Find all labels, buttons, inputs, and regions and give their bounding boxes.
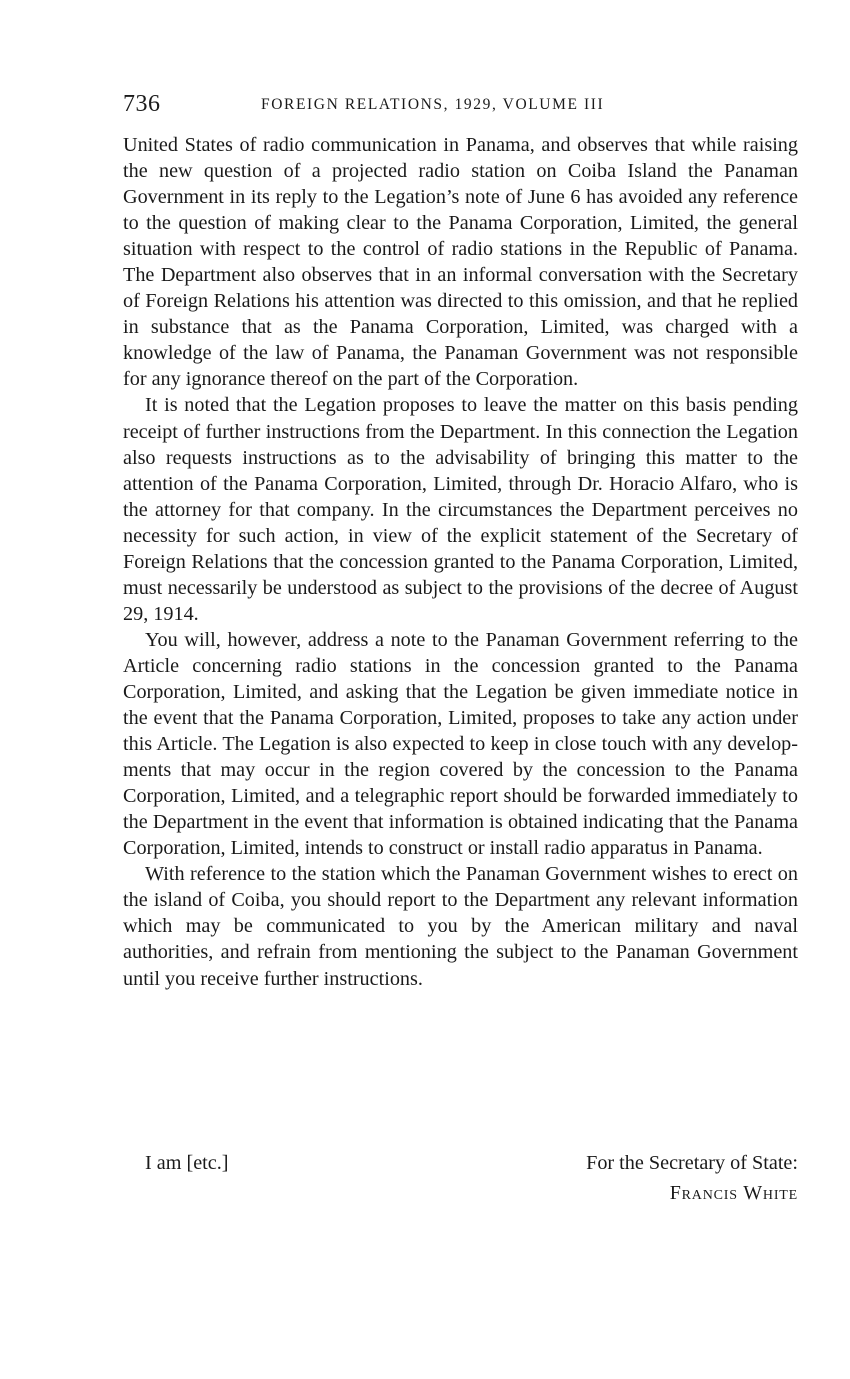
paragraph-1: United States of radio communication in Panama, and observes that while raising the new question of a projected radio station on Coiba Island the Panaman Government in its reply to the Legation’s note of June 6 has avoided any reference to the question of making clear to the Panama Corporation, Limited, the general situation with respect to the control of radio stations in the Republic of Panama. The Department also observes that in an informal conversation with the Secretary of Foreign Relations his attention was directed to this omission, and that he replied in substance that as the Panama Corporation, Limited, was charged with a knowledge of the law of Panama, the Panaman Government was not responsible for any ignorance thereof on the part of the Corporation. [123, 134, 798, 391]
closing-salutation: I am [etc.] [145, 1152, 229, 1174]
paragraph-3: You will, however, address a note to the Panaman Government referring to the Article concerning radio stations in the concession granted to the Panama Corporation, Limited, and asking that the Legation be given immediate notice in the event that the Panama Corporation, Limited, proposes to take any action under this Article. The Legation is also expected to keep in close touch with any developments that may occur in the region covered by the concession to the Panama Corporation, Limited, and a telegraphic report should be forwarded immediately to the Department in the event that information is obtained indicating that the Panama Corporation, Limited, intends to construct or install radio apparatus in Panama. [123, 628, 798, 860]
letter-body [123, 132, 798, 992]
paragraph-4: With reference to the station which the Panaman Government wishes to erect on the island of Coiba, you should report to the Department any relevant information which may be communicated to you by the American military and naval authorities, and refrain from mentioning the subject to the Panaman Government until you receive further instructions. [123, 863, 798, 990]
signatory-role: For the Secretary of State: [586, 1152, 798, 1174]
running-header-title: FOREIGN RELATIONS, 1929, VOLUME III [261, 96, 605, 113]
letter-closing [123, 1150, 798, 1210]
paragraph-2: It is noted that the Legation proposes to leave the matter on this basis pending receipt of further instructions from the Department. In this connection the Legation also requests instructions as to the advisability of bringing this matter to the attention of the Panama Corporation, Limited, through Dr. Horacio Alfaro, who is the attorney for that company. In the circumstances the Department perceives no necessity for such action, in view of the explicit statement of the Secretary of Foreign Relations that the concession granted to the Panama Corporation, Limited, must necessarily be understood as subject to the provisions of the decree of August 29, 1914. [123, 394, 798, 625]
signatory-name: Francis White [669, 1182, 798, 1204]
running-header [123, 90, 798, 120]
page-number: 736 [123, 91, 161, 117]
